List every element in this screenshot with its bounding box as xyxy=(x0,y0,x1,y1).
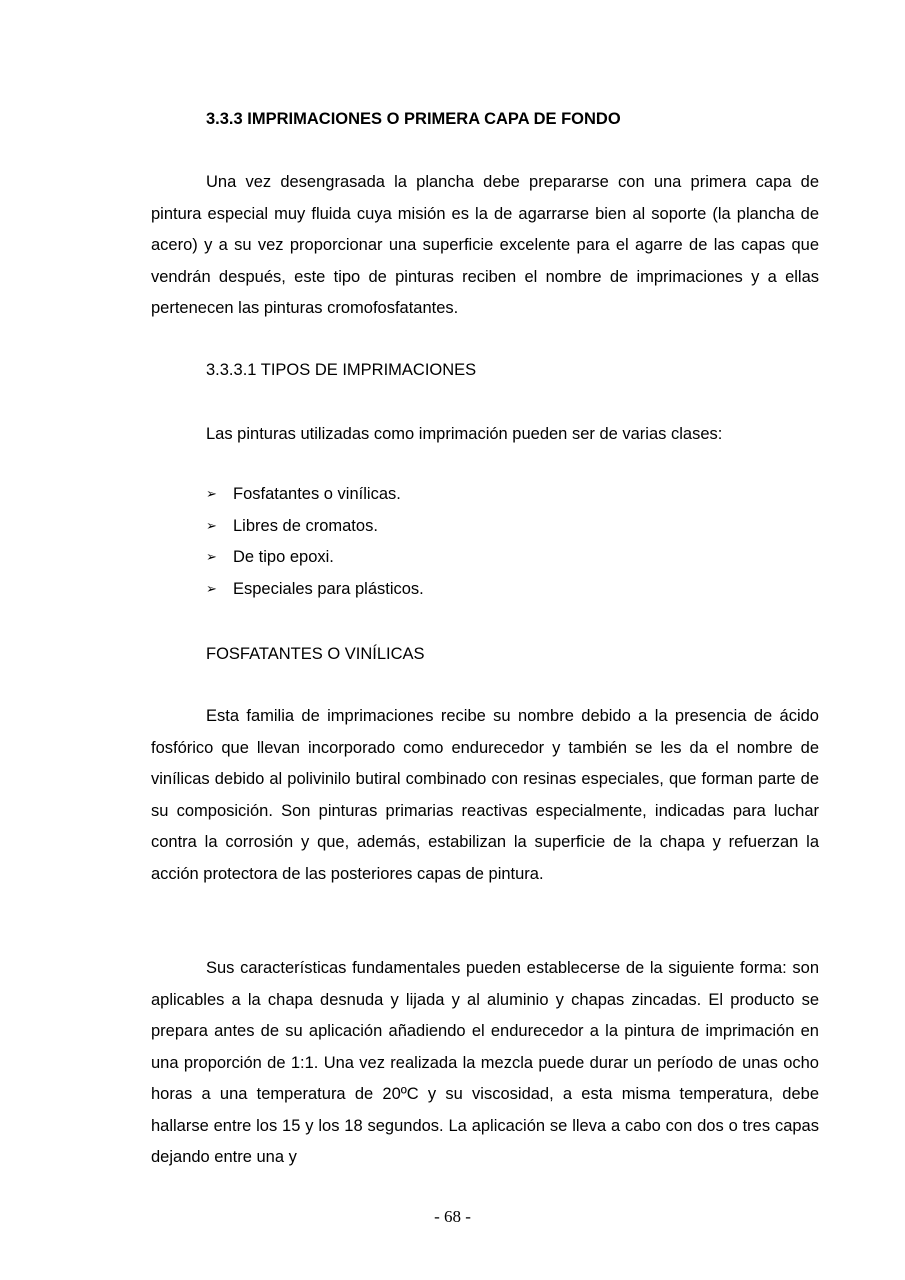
list-item-text: Especiales para plásticos. xyxy=(233,579,424,598)
list-item xyxy=(206,515,424,547)
page-number: - 68 - xyxy=(434,1207,471,1226)
arrow-bullet-icon: ➢ xyxy=(206,486,217,501)
section-title: 3.3.3 IMPRIMACIONES O PRIMERA CAPA DE FONDO xyxy=(206,110,621,128)
list-item xyxy=(206,483,424,515)
intro-paragraph: Una vez desengrasada la plancha debe prepararse con una primera capa de pintura especial muy fluida cuya misión es la de agarrarse bien al soporte (la plancha de acero) y a su vez proporcionar una superficie excelente para el agarre de las capas que vendrán después, este tipo de pinturas reciben el nombre de imprimaciones y a ellas pertenecen las pinturas cromofosfatantes. xyxy=(151,173,819,317)
list-item xyxy=(206,546,424,578)
arrow-bullet-icon: ➢ xyxy=(206,580,217,596)
fosfatantes-title: FOSFATANTES O VINÍLICAS xyxy=(206,645,425,663)
arrow-bullet-icon: ➢ xyxy=(206,549,217,564)
list-item-text: De tipo epoxi. xyxy=(233,548,334,566)
subsection-title: 3.3.3.1 TIPOS DE IMPRIMACIONES xyxy=(206,361,477,379)
list-lead-paragraph: Las pinturas utilizadas como imprimación pueden ser de varias clases: xyxy=(206,425,723,443)
fosfatantes-paragraph-1: Esta familia de imprimaciones recibe su nombre debido a la presencia de ácido fosfórico que llevan incorporado como endurecedor y también se les da el nombre de vinílicas debido al polivinilo butiral combinado con resinas especiales, que forman parte de su composición. Son pinturas primarias reactivas especialmente, indicadas para luchar contra la corrosión y que, además, estabilizan la superficie de la chapa y refuerzan la acción protectora de las posteriores capas de pintura. xyxy=(151,707,819,883)
arrow-bullet-icon: ➢ xyxy=(206,517,217,533)
list-item xyxy=(206,578,424,610)
list-item-text: Fosfatantes o vinílicas. xyxy=(233,485,401,503)
fosfatantes-paragraph-2: Sus características fundamentales pueden establecerse de la siguiente forma: son aplicables a la chapa desnuda y lijada y al aluminio y chapas zincadas. El producto se prepara antes de su aplicación añadiendo el endurecedor a la pintura de imprimación en una proporción de 1:1. Una vez realizada la mezcla puede durar un período de unas ocho horas a una temperatura de 20ºC y su viscosidad, a esta misma temperatura, debe hallarse entre los 15 y los 18 segundos. La aplicación se lleva a cabo con dos o tres capas dejando entre una y xyxy=(151,959,819,1166)
primer-types-list xyxy=(206,483,424,609)
list-item-text: Libres de cromatos. xyxy=(233,516,378,535)
